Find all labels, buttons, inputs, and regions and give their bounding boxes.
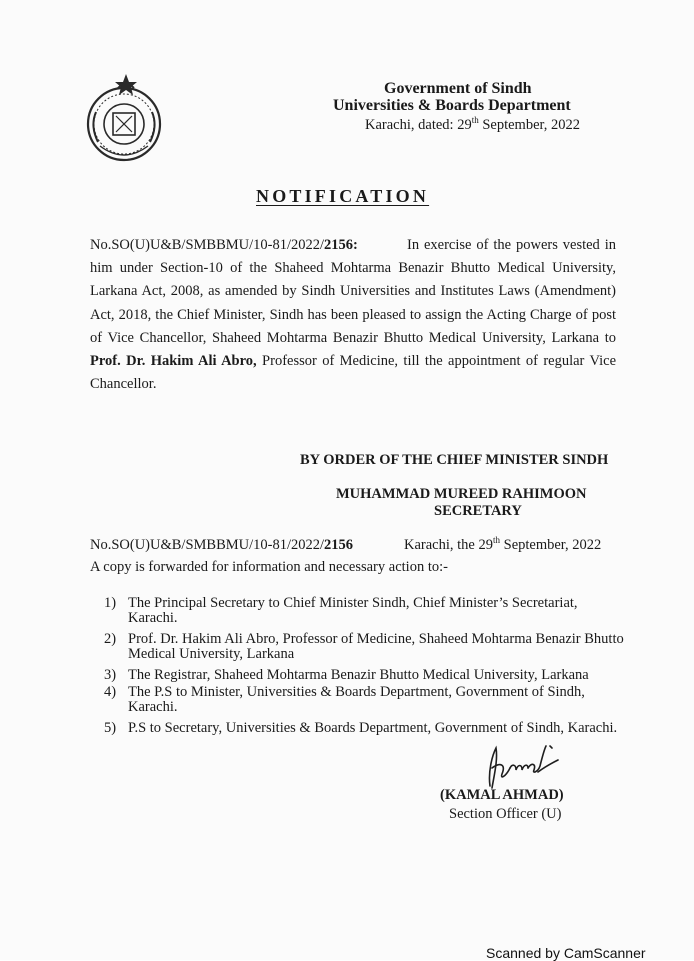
list-item-text: The P.S to Minister, Universities & Boards Department, Government of Sindh, Karachi. bbox=[128, 684, 585, 715]
secretary-name: MUHAMMAD MUREED RAHIMOON bbox=[336, 486, 587, 502]
list-item-text: The Principal Secretary to Chief Minister Sindh, Chief Minister’s Secretariat, Karachi. bbox=[128, 595, 578, 626]
notification-ref-number: 2156: bbox=[324, 237, 358, 253]
scanner-watermark: Scanned by CamScanner bbox=[486, 945, 646, 961]
list-item-number: 2) bbox=[104, 631, 117, 647]
list-item bbox=[104, 721, 624, 736]
notification-text-part2: Professor of Medicine, till the appointment of regular Vice Chancellor. bbox=[90, 353, 617, 393]
notification-title: NOTIFICATION bbox=[256, 186, 430, 206]
copy-date-prefix: Karachi, the 29 bbox=[404, 537, 493, 553]
list-item-text: The Registrar, Shaheed Mohtarma Benazir Bhutto Medical University, Larkana bbox=[128, 667, 589, 683]
copy-intro: A copy is forwarded for information and necessary action to:- bbox=[90, 559, 448, 575]
copy-date bbox=[404, 537, 601, 554]
list-item bbox=[104, 685, 624, 715]
sindh-government-seal-icon bbox=[80, 72, 172, 168]
notification-text-part1: In exercise of the powers vested in him under Section-10 of the Shaheed Mohtarma Benazir Bhutto Medical University, Larkana Act, 2008, as amended by Sindh Universities and Institutes Laws (Amendment) Act, 2018, the Chief Minister, Sindh has been pleased to assign the Acting Charge of post of Vice Chancellor, Shaheed Mohtarma Benazir Bhutto Medical University, Larkana to bbox=[90, 237, 616, 346]
distribution-list bbox=[104, 596, 624, 738]
notification-body bbox=[90, 234, 616, 396]
signatory-name: (KAMAL AHMAD) bbox=[440, 787, 564, 803]
list-item-text: P.S to Secretary, Universities & Boards Department, Government of Sindh, Karachi. bbox=[128, 720, 618, 736]
list-item-number: 1) bbox=[104, 595, 117, 611]
list-item-number: 3) bbox=[104, 667, 117, 683]
by-order-line: BY ORDER OF THE CHIEF MINISTER SINDH bbox=[300, 452, 609, 468]
header-department: Universities & Boards Department bbox=[333, 97, 571, 114]
appointee-name: Prof. Dr. Hakim Ali Abro, bbox=[90, 353, 257, 370]
notification-ref-prefix: No.SO(U)U&B/SMBBMU/10-81/2022/ bbox=[90, 237, 325, 253]
list-item-number: 5) bbox=[104, 720, 117, 736]
handwritten-signature-icon bbox=[476, 742, 560, 792]
header-date bbox=[365, 117, 580, 134]
list-item-text: Prof. Dr. Hakim Ali Abro, Professor of Medicine, Shaheed Mohtarma Benazir Bhutto Medical University, Larkana bbox=[128, 631, 624, 662]
signatory-title: Section Officer (U) bbox=[449, 806, 562, 822]
list-item bbox=[104, 596, 624, 626]
header-date-suffix: September, 2022 bbox=[478, 117, 581, 133]
header-date-sup: th bbox=[471, 115, 479, 125]
copy-date-suffix: September, 2022 bbox=[500, 537, 602, 553]
header-org: Government of Sindh bbox=[384, 80, 532, 97]
secretary-title: SECRETARY bbox=[434, 503, 522, 519]
list-item-number: 4) bbox=[104, 684, 117, 700]
list-item bbox=[104, 632, 624, 662]
copy-reference bbox=[90, 537, 353, 554]
copy-ref-number: 2156 bbox=[324, 537, 354, 553]
list-item bbox=[104, 668, 624, 683]
copy-ref-prefix: No.SO(U)U&B/SMBBMU/10-81/2022/ bbox=[90, 537, 325, 553]
header-date-prefix: Karachi, dated: 29 bbox=[365, 117, 472, 133]
copy-date-sup: th bbox=[492, 535, 500, 545]
